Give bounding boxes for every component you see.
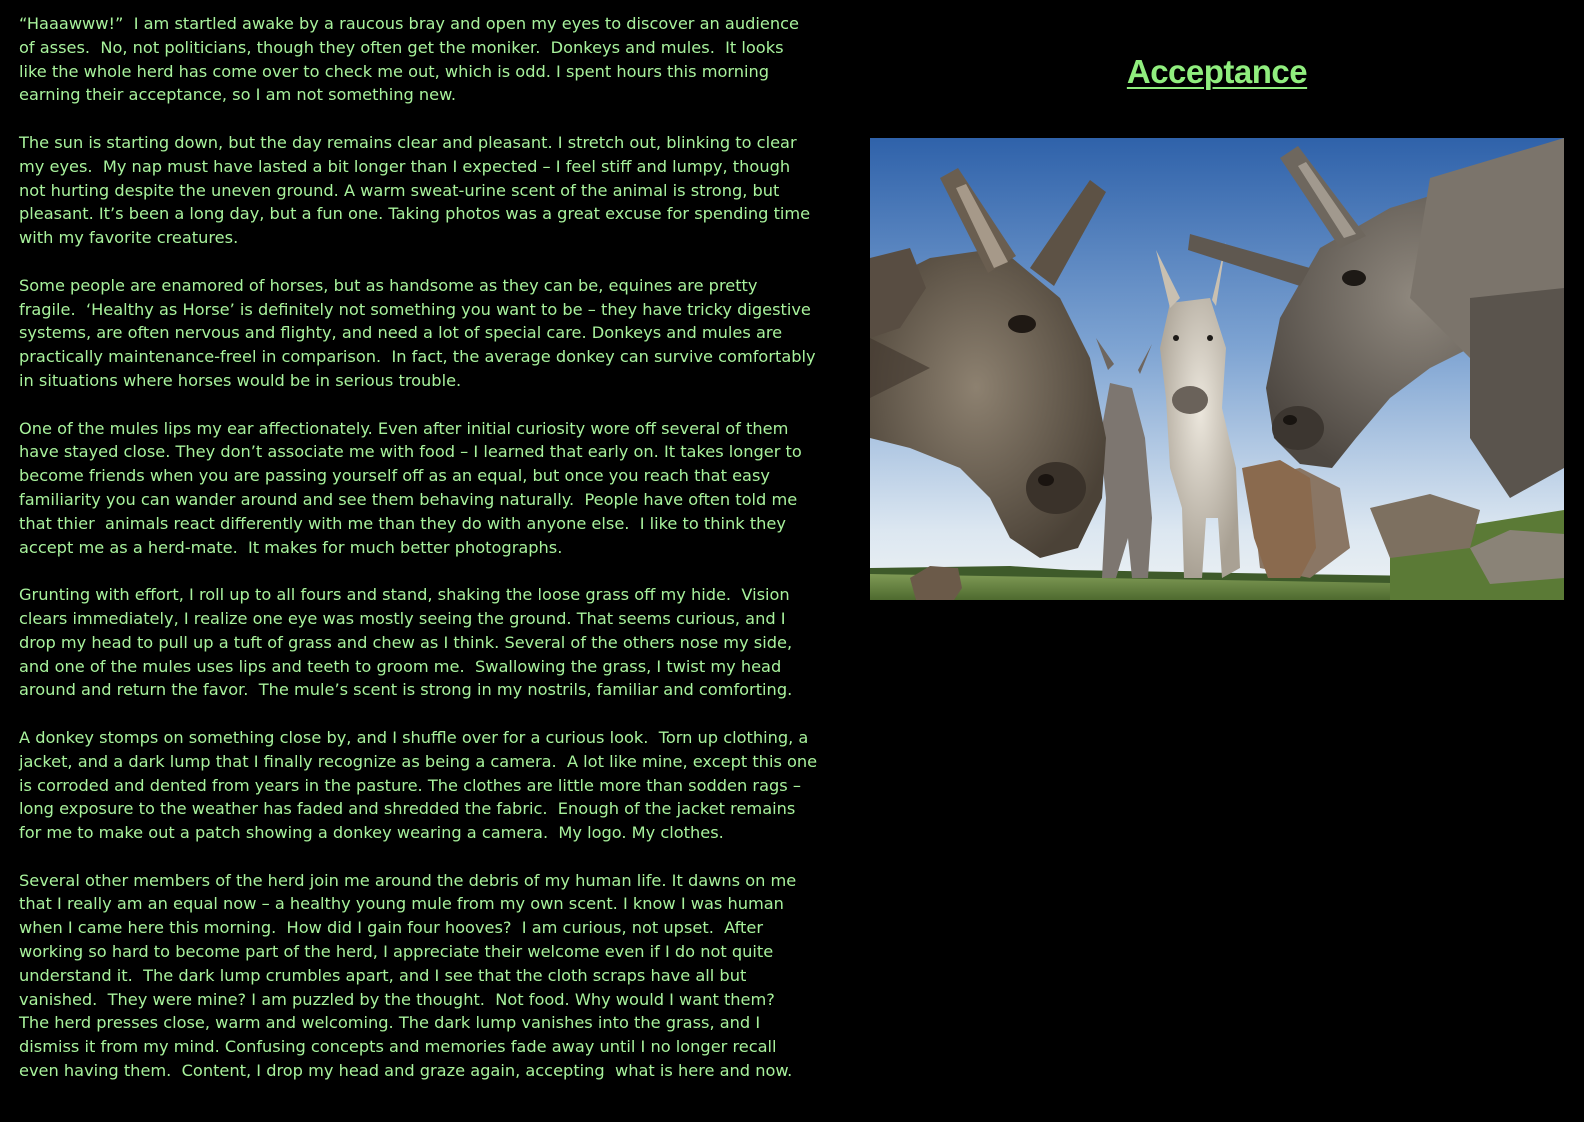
paragraph-1: “Haaawww!” I am startled awake by a raucous bray and open my eyes to discover an audience of asses. No, not politicians, though they often get the moniker. Donkeys and mules. It looks like the whole herd has come over to check me out, which is odd. I spent hours this morning earning their acceptance, so I am not something new. [19,14,799,105]
page-title: Acceptance [1126,53,1308,90]
paragraph-2: The sun is starting down, but the day remains clear and pleasant. I stretch out, blinking to clear my eyes. My nap must have lasted a bit longer than I expected – I feel stiff and lumpy, though not hurting despite the uneven ground. A warm sweat-urine scent of the animal is strong, but pleasant. It’s been a long day, but a fun one. Taking photos was a great excuse for spending time with my favorite creatures. [19,132,811,248]
donkey-herd-photo [870,138,1564,600]
paragraph-5: Grunting with effort, I roll up to all fours and stand, shaking the loose grass off my hide. Vision clears immediately, I realize one eye was mostly seeing the ground. That seems curious, and I drop my head to pull up a tuft of grass and chew as I think. Several of the others nose my side, and one of the mules uses lips and teeth to groom me. Swallowing the grass, I twist my head around and return the favor. The mule’s scent is strong in my nostrils, familiar and comforting. [19,585,793,700]
paragraph-7: Several other members of the herd join me around the debris of my human life. It dawns on me that I really am an equal now – a healthy young mule from my own scent. I know I was human when I came here this morning. How did I gain four hooves? I am curious, not upset. After working so hard to become part of the herd, I appreciate their welcome even if I do not quite understand it. The dark lump crumbles apart, and I see that the cloth scraps have all but vanished. They were mine? I am puzzled by the thought. Not food. Why would I want them? The herd presses close, warm and welcoming. The dark lump vanishes into the grass, and I dismiss it from my mind. Confusing concepts and memories fade away until I no longer recall even having them. Content, I drop my head and graze again, accepting what is here and now. [19,870,797,1081]
paragraph-6: A donkey stomps on something close by, and I shuffle over for a curious look. Torn up clothing, a jacket, and a dark lump that I finally recognize as being a camera. A lot like mine, except this one is corroded and dented from years in the pasture. The clothes are little more than sodden rags – long exposure to the weather has faded and shredded the fabric. Enough of the jacket remains for me to make out a patch showing a donkey wearing a camera. My logo. My clothes. [19,727,818,843]
paragraph-4: One of the mules lips my ear affectionately. Even after initial curiosity wore off several of them have stayed close. They don’t associate me with food – I learned that early on. It takes longer to become friends when you are passing yourself off as an equal, but once you reach that easy familiarity you can wander around and see them behaving naturally. People have often told me that thier animals react differently with me than they do with anyone else. I like to think they accept me as a herd-mate. It makes for much better photographs. [19,418,802,557]
story-text [19,12,861,1083]
paragraph-3: Some people are enamored of horses, but as handsome as they can be, equines are pretty fragile. ‘Healthy as Horse’ is definitely not something you want to be – they have tricky digestive systems, are often nervous and flighty, and need a lot of special care. Donkeys and mules are practically maintenance-freel in comparison. In fact, the average donkey can survive comfortably in situations where horses would be in serious trouble. [19,275,816,390]
